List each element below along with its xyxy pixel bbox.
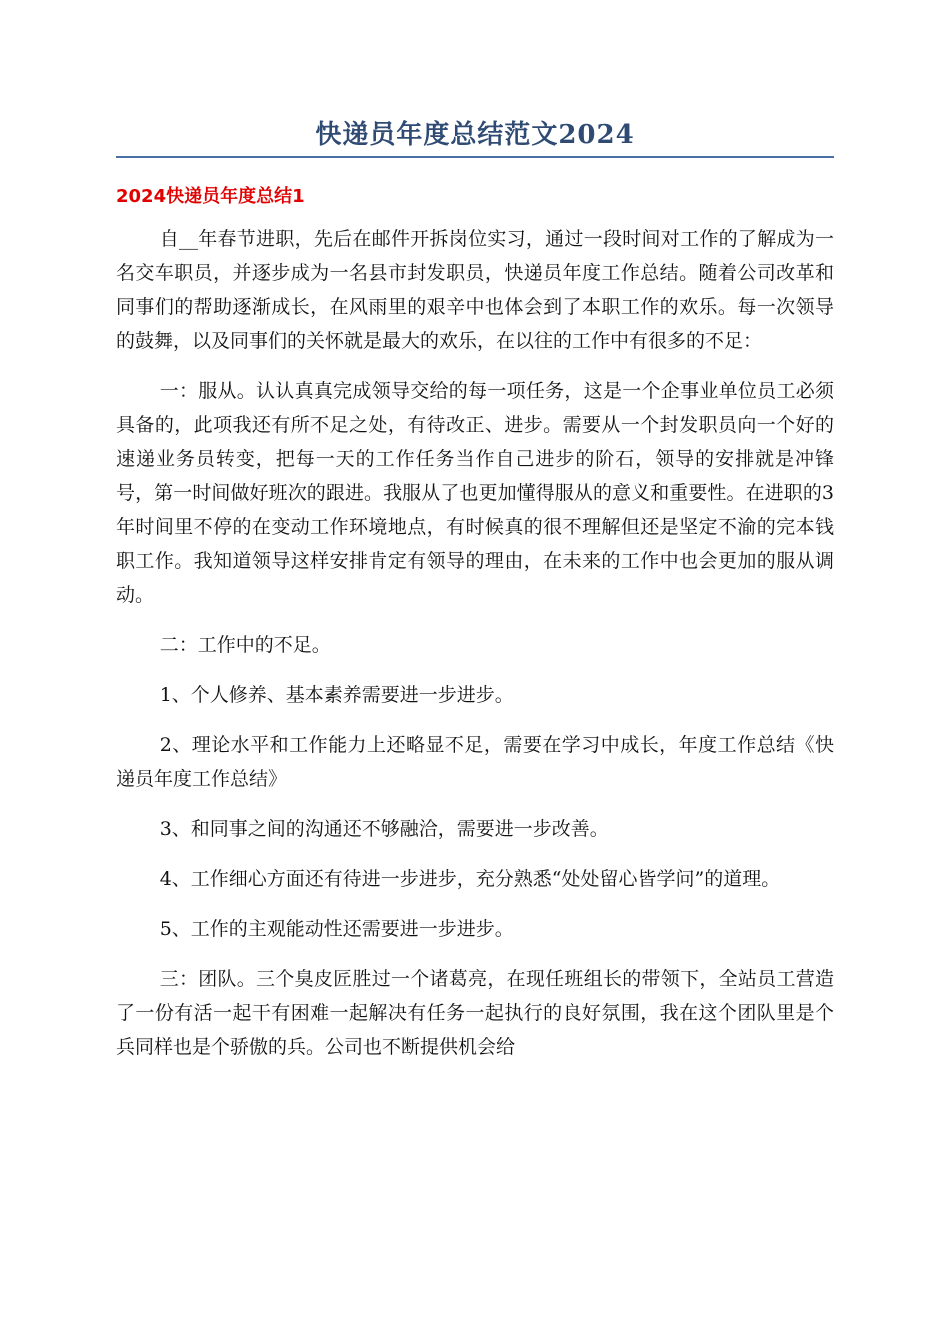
section-heading: 2024快递员年度总结1 [116,186,305,207]
title-underline [116,156,834,158]
document-page [116,0,834,1064]
paragraph-shortcoming-5: 5、工作的主观能动性还需要进一步进步。 [159,918,514,940]
paragraph-shortcoming-3: 3、和同事之间的沟通还不够融洽，需要进一步改善。 [159,818,609,840]
paragraph-shortcoming-4: 4、工作细心方面还有待进一步进步，充分熟悉“处处留心皆学问”的道理。 [159,868,781,890]
paragraph-shortcoming-1: 1、个人修养、基本素养需要进一步进步。 [159,684,514,706]
document-title: 快递员年度总结范文2024 [315,120,635,150]
paragraph-team: 三：团队。三个臭皮匠胜过一个诸葛亮，在现任班组长的带领下，全站员工营造了一份有活一起干有困难一起解决有任务一起执行的良好氛围，我在这个团队里是个兵同样也是个骄傲的兵。公司也不断提供机会给 [116,968,834,1058]
paragraph-obedience: 一：服从。认认真真完成领导交给的每一项任务，这是一个企事业单位员工必须具备的，此项我还有所不足之处，有待改正、进步。需要从一个封发职员向一个好的速递业务员转变，把每一天的工作任务当作自己进步的阶石，领导的安排就是冲锋号，第一时间做好班次的跟进。我服从了也更加懂得服从的意义和重要性。在进职的3年时间里不停的在变动工作环境地点，有时候真的很不理解但还是坚定不渝的完本钱职工作。我知道领导这样安排肯定有领导的理由，在未来的工作中也会更加的服从调动。 [116,380,834,606]
paragraph-shortcoming-2: 2、理论水平和工作能力上还略显不足，需要在学习中成长，年度工作总结《快递员年度工作总结》 [116,734,834,790]
paragraph-shortcomings-heading: 二：工作中的不足。 [159,634,331,656]
paragraph-intro: 自__年春节进职，先后在邮件开拆岗位实习，通过一段时间对工作的了解成为一名交车职员，并逐步成为一名县市封发职员，快递员年度工作总结。随着公司改革和同事们的帮助逐渐成长，在风雨里的艰辛中也体会到了本职工作的欢乐。每一次领导的鼓舞，以及同事们的关怀就是最大的欢乐，在以往的工作中有很多的不足： [116,228,834,352]
